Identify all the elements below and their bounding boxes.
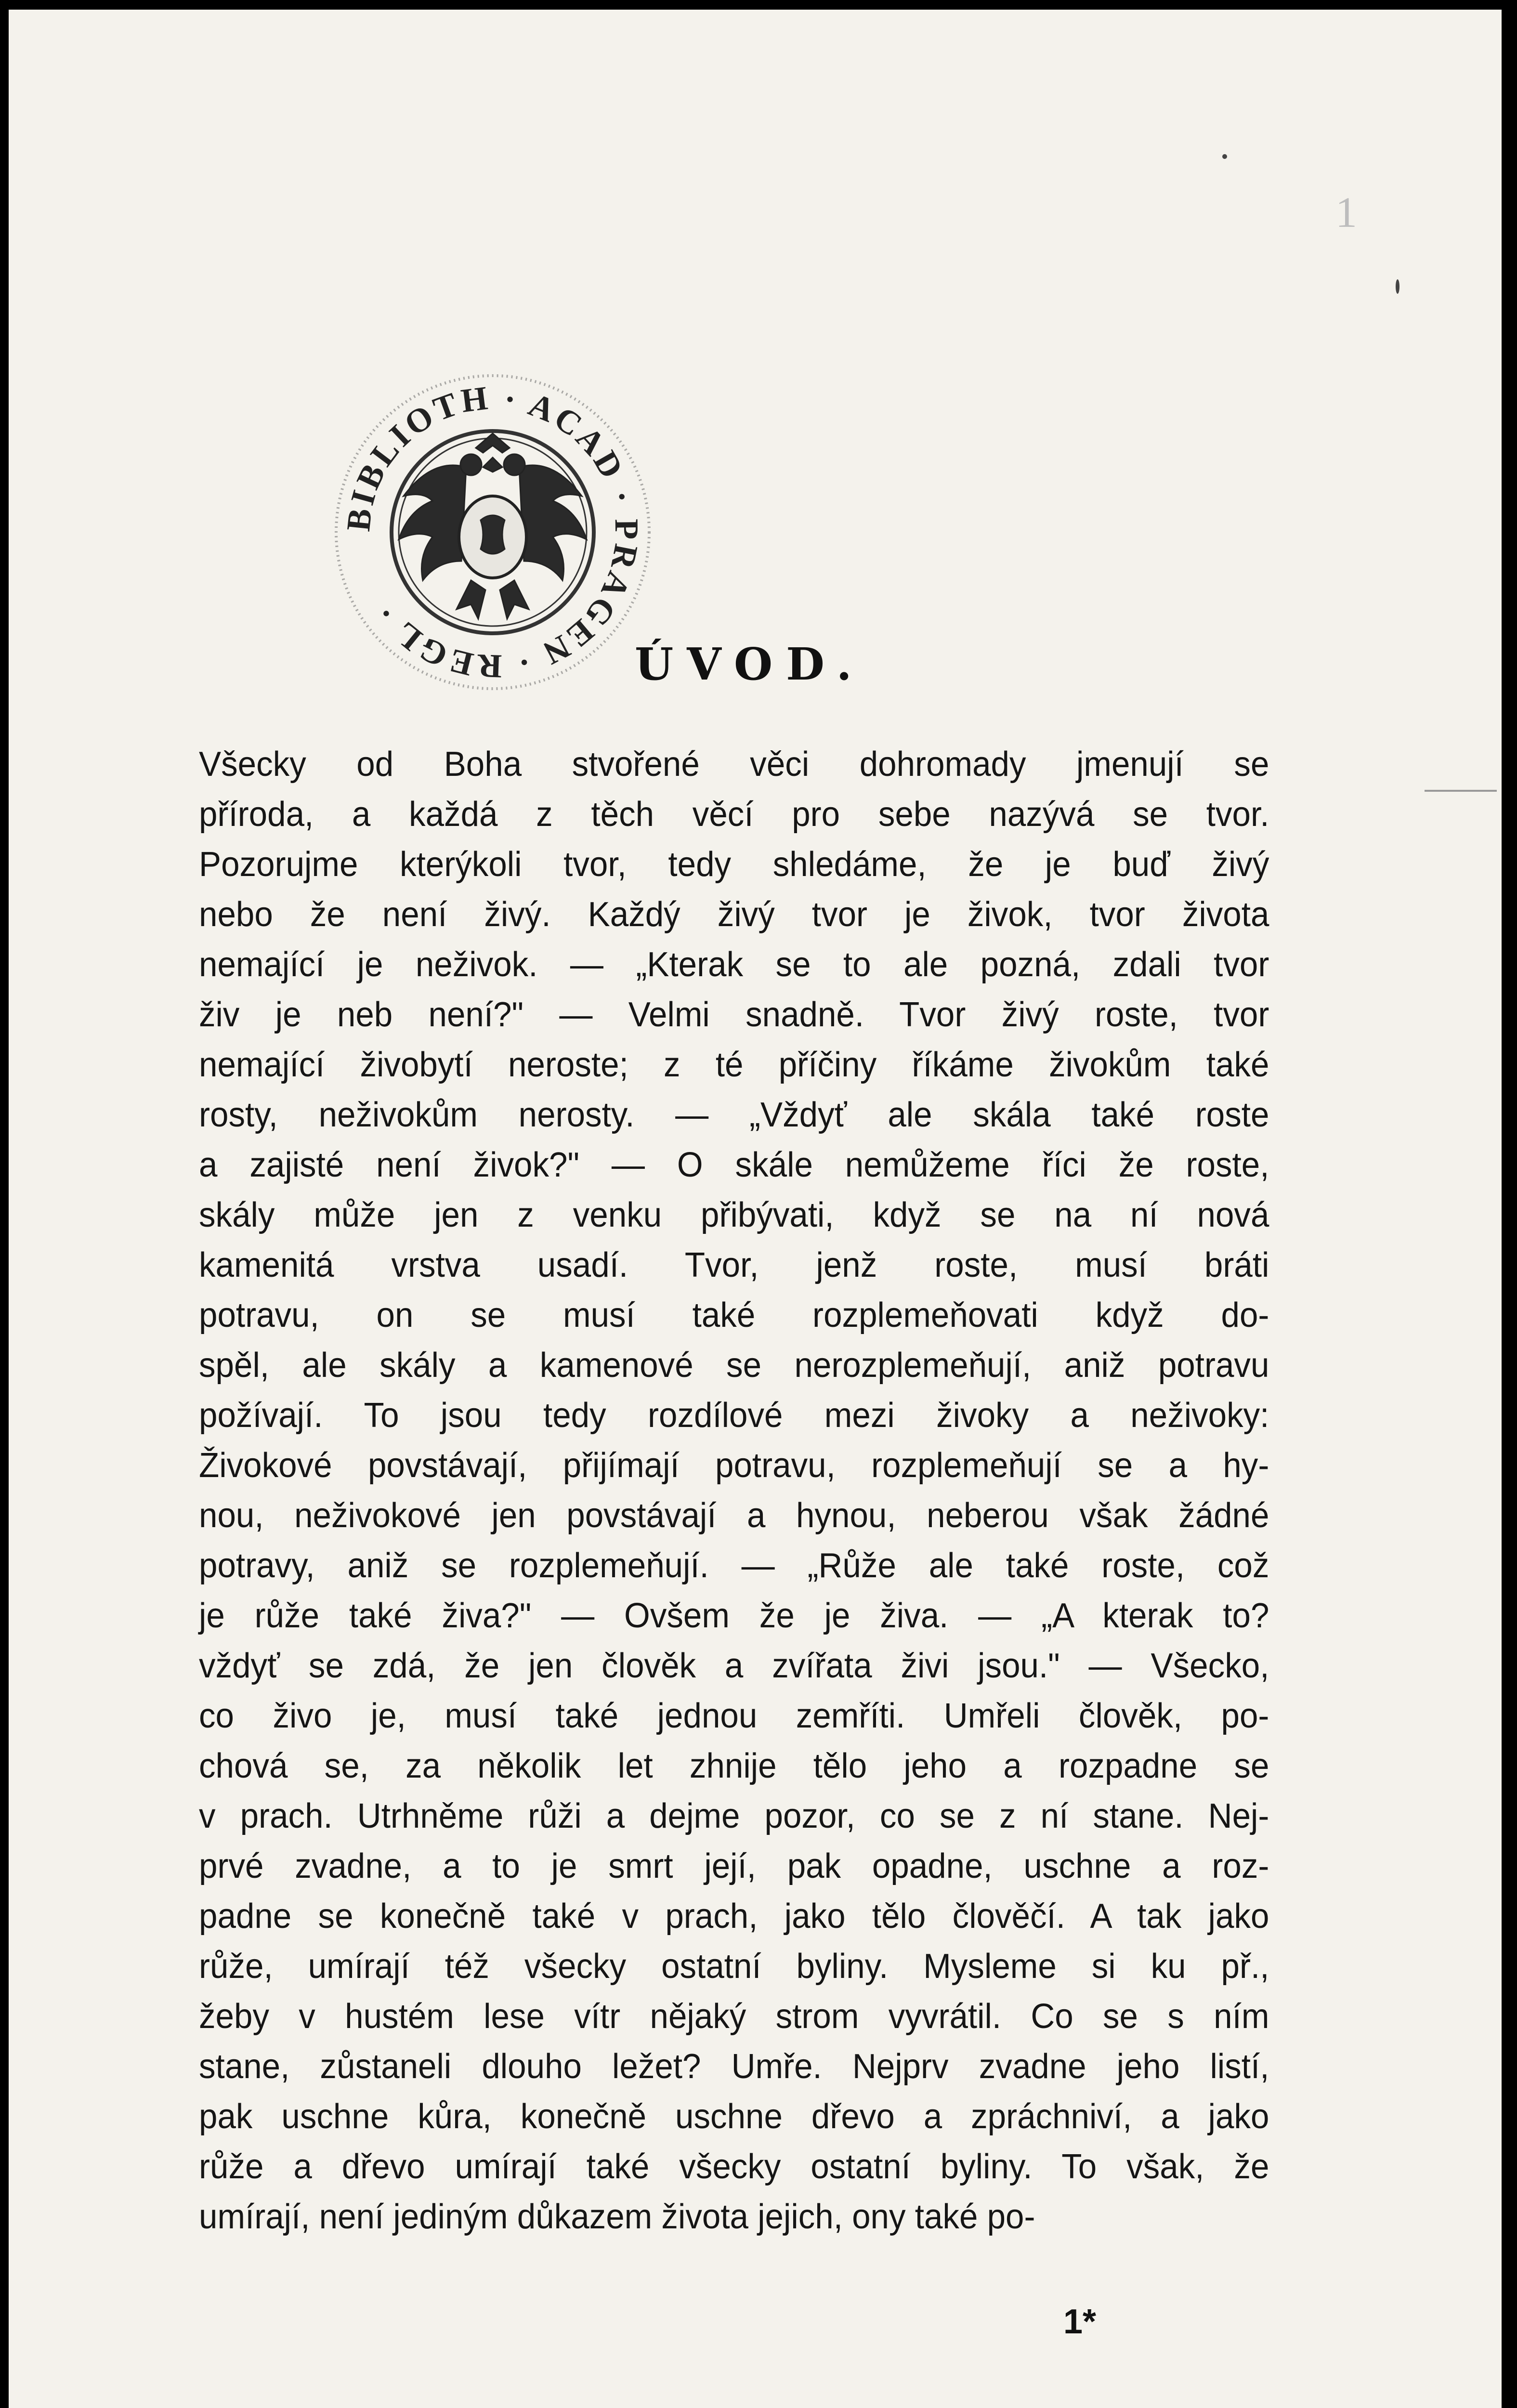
text-line: vždyť se zdá, že jen člověk a zvířata živi jsou." — Všecko,	[199, 1647, 1269, 1685]
text-line: je růže také živa?" — Ovšem že je živa. — „A kterak to?	[199, 1597, 1269, 1635]
stamp-lettering: BIBLIOTH · ACAD · PRAGEN · REGL ·	[340, 379, 645, 685]
text-line: živ je neb není?" — Velmi snadně. Tvor živý roste, tvor	[199, 995, 1269, 1034]
text-line: prvé zvadne, a to je smrt její, pak opadne, uschne a roz-	[199, 1847, 1269, 1885]
speck	[1222, 154, 1227, 159]
text-line: Všecky od Boha stvořené věci dohromady jmenují se	[199, 745, 1269, 784]
text-line: a zajisté není živok?" — O skále nemůžeme říci že roste,	[199, 1146, 1269, 1184]
text-line: nebo že není živý. Každý živý tvor je živok, tvor života	[199, 895, 1269, 934]
text-line: umírají, není jediným důkazem života jejich, ony také po-	[199, 2198, 1035, 2236]
text-line: žeby v hustém lese vítr nějaký strom vyvrátil. Co se s ním	[199, 1997, 1269, 2036]
text-line: nemající živobytí neroste; z té příčiny říkáme živokům také	[199, 1046, 1269, 1084]
text-line: nemající je neživok. — „Kterak se to ale pozná, zdali tvor	[199, 945, 1269, 984]
text-line: Živokové povstávají, přijímají potravu, rozplemeňují se a hy-	[199, 1446, 1269, 1485]
text-line: příroda, a každá z těch věcí pro sebe nazývá se tvor.	[199, 795, 1269, 834]
text-line: co živo je, musí také jednou zemříti. Umřeli člověk, po-	[199, 1697, 1269, 1735]
corner-page-number: 1	[1335, 189, 1357, 236]
text-line: růže a dřevo umírají také všecky ostatní byliny. To však, že	[199, 2147, 1269, 2186]
text-line: pak uschne kůra, konečně uschne dřevo a zpráchniví, a jako	[199, 2097, 1269, 2136]
speck	[1396, 279, 1399, 294]
body-text	[199, 739, 1314, 2242]
book-page	[9, 10, 1502, 2408]
margin-pencil-mark	[1425, 790, 1497, 792]
text-line: potravy, aniž se rozplemeňují. — „Růže ale také roste, což	[199, 1546, 1269, 1585]
text-line: kamenitá vrstva usadí. Tvor, jenž roste, musí bráti	[199, 1246, 1269, 1284]
text-line: padne se konečně také v prach, jako tělo člověčí. A tak jako	[199, 1897, 1269, 1936]
text-line: v prach. Utrhněme růži a dejme pozor, co se z ní stane. Nej-	[199, 1797, 1269, 1835]
text-line: skály může jen z venku přibývati, když se na ní nová	[199, 1196, 1269, 1234]
text-line: rosty, neživokům nerosty. — „Vždyť ale skála také roste	[199, 1096, 1269, 1134]
signature-mark: 1*	[1063, 2303, 1097, 2341]
text-line: stane, zůstaneli dlouho ležet? Umře. Nejprv zvadne jeho listí,	[199, 2047, 1269, 2086]
library-stamp-seal	[327, 366, 659, 698]
text-line: nou, neživokové jen povstávají a hynou, neberou však žádné	[199, 1496, 1269, 1535]
text-line: potravu, on se musí také rozplemeňovati když do-	[199, 1296, 1269, 1335]
text-line: požívají. To jsou tedy rozdílové mezi živoky a neživoky:	[199, 1396, 1269, 1435]
text-line: růže, umírají též všecky ostatní byliny. Mysleme si ku př.,	[199, 1947, 1269, 1986]
double-headed-eagle-emblem	[399, 433, 587, 619]
text-line: chová se, za několik let zhnije tělo jeho a rozpadne se	[199, 1747, 1269, 1785]
text-line: spěl, ale skály a kamenové se nerozplemeňují, aniž potravu	[199, 1346, 1269, 1385]
text-line: Pozorujme kterýkoli tvor, tedy shledáme, že je buď živý	[199, 845, 1269, 884]
chapter-heading: ÚVOD.	[635, 638, 865, 690]
